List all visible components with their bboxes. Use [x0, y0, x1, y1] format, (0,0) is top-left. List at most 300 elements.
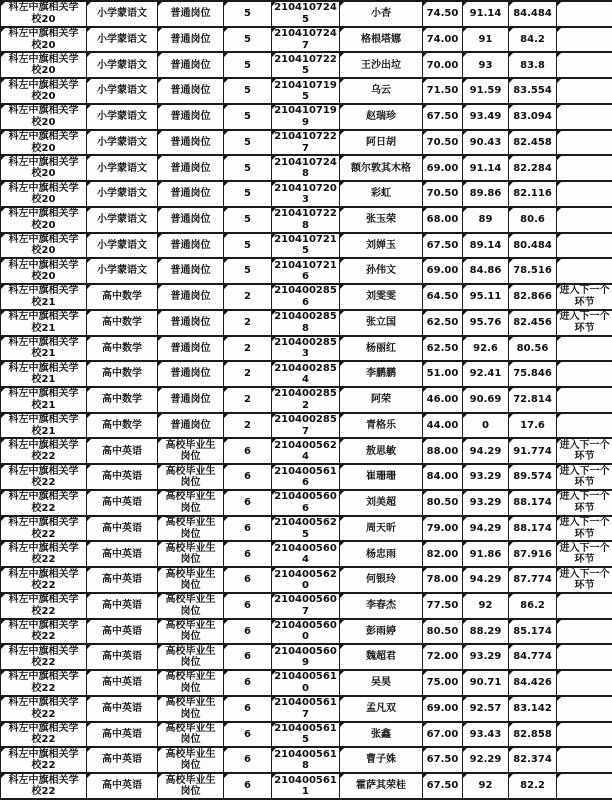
- cell-school: [1, 722, 87, 748]
- cell-school-text: 科左中旗相关学校20: [8, 182, 79, 205]
- cell-school: [1, 52, 87, 78]
- cell-school-text: 科左中旗相关学校22: [8, 774, 79, 798]
- cell-school: [1, 310, 87, 336]
- cell-total-score: [509, 387, 557, 413]
- cell-candidate-name-text: 孟凡双: [366, 702, 396, 714]
- cell-position-type-text: 普通岗位: [170, 136, 211, 148]
- cell-candidate-name-text: 刘婵玉: [366, 239, 396, 251]
- cell-school-text: 科左中旗相关学校21: [8, 311, 79, 334]
- cell-vacancy-count: [224, 722, 272, 748]
- cell-written-score-text: 94.29: [469, 574, 502, 586]
- cell-total-score-text: 84.484: [513, 8, 552, 20]
- cell-position-type: [158, 747, 224, 773]
- cell-subject-text: 高中英语: [102, 471, 142, 483]
- cell-interview-score-text: 84.00: [426, 471, 459, 483]
- cell-interview-score-text: 72.00: [426, 651, 459, 663]
- cell-exam-number-text: 2104002857: [274, 414, 337, 437]
- cell-written-score-text: 92: [478, 780, 493, 792]
- table-row: [1, 619, 612, 645]
- cell-subject: [87, 310, 158, 336]
- cell-written-score: [463, 310, 509, 336]
- cell-total-score: [509, 233, 557, 259]
- cell-result: [557, 747, 612, 773]
- cell-vacancy-count: [224, 27, 272, 53]
- cell-vacancy-count: [224, 438, 272, 464]
- cell-interview-score-text: 67.00: [426, 728, 459, 740]
- cell-exam-number: [272, 413, 340, 439]
- cell-school: [1, 644, 87, 670]
- cell-school: [1, 747, 87, 773]
- cell-school: [1, 619, 87, 645]
- cell-interview-score-text: 64.50: [426, 291, 459, 303]
- cell-interview-score: [423, 284, 463, 310]
- cell-vacancy-count-text: 6: [244, 574, 251, 586]
- cell-vacancy-count-text: 5: [244, 162, 251, 174]
- table-row: [1, 438, 612, 464]
- cell-interview-score-text: 67.50: [426, 239, 459, 251]
- cell-subject: [87, 670, 158, 696]
- cell-vacancy-count-text: 6: [244, 702, 251, 714]
- table-row: [1, 27, 612, 53]
- cell-result: [557, 27, 612, 53]
- cell-written-score-text: 91.86: [469, 548, 502, 560]
- cell-total-score: [509, 747, 557, 773]
- cell-subject-text: 高中英语: [102, 780, 142, 792]
- cell-position-type-text: 普通岗位: [170, 188, 211, 200]
- cell-school-text: 科左中旗相关学校22: [8, 722, 79, 746]
- cell-written-score: [463, 722, 509, 748]
- cell-interview-score: [423, 52, 463, 78]
- cell-school: [1, 207, 87, 233]
- cell-position-type: [158, 516, 224, 542]
- cell-subject: [87, 258, 158, 284]
- cell-vacancy-count: [224, 310, 272, 336]
- cell-vacancy-count-text: 6: [244, 651, 251, 663]
- cell-total-score: [509, 1, 557, 27]
- cell-result: [557, 104, 612, 130]
- cell-candidate-name: [340, 155, 423, 181]
- cell-candidate-name-text: 吴昊: [371, 677, 391, 689]
- cell-vacancy-count: [224, 773, 272, 799]
- cell-candidate-name: [340, 233, 423, 259]
- cell-vacancy-count: [224, 413, 272, 439]
- cell-vacancy-count-text: 6: [244, 497, 251, 509]
- cell-school-text: 科左中旗相关学校20: [8, 259, 79, 283]
- cell-total-score: [509, 104, 557, 130]
- table-row: [1, 644, 612, 670]
- cell-vacancy-count-text: 6: [244, 600, 251, 611]
- cell-exam-number: [272, 593, 340, 619]
- cell-candidate-name: [340, 104, 423, 130]
- cell-candidate-name: [340, 773, 423, 799]
- cell-total-score: [509, 644, 557, 670]
- cell-school: [1, 438, 87, 464]
- cell-interview-score: [423, 464, 463, 490]
- cell-subject-text: 小学蒙语文: [97, 265, 147, 277]
- cell-subject-text: 高中英语: [102, 728, 142, 740]
- table-row: [1, 52, 612, 78]
- cell-vacancy-count: [224, 516, 272, 542]
- table-row: [1, 181, 612, 207]
- cell-written-score: [463, 284, 509, 310]
- cell-school: [1, 1, 87, 27]
- cell-written-score: [463, 644, 509, 670]
- cell-interview-score-text: 82.00: [426, 548, 459, 560]
- cell-result: [557, 773, 612, 799]
- cell-candidate-name-text: 额尔敦其木格: [351, 162, 411, 174]
- cell-total-score: [509, 773, 557, 799]
- cell-position-type: [158, 336, 224, 362]
- cell-result: [557, 284, 612, 310]
- cell-interview-score-text: 74.50: [426, 8, 459, 20]
- cell-school-text: 科左中旗相关学校20: [8, 105, 79, 128]
- cell-school: [1, 593, 87, 619]
- cell-interview-score: [423, 1, 463, 27]
- cell-total-score-text: 82.374: [513, 754, 552, 766]
- cell-written-score: [463, 541, 509, 567]
- cell-vacancy-count-text: 5: [244, 188, 251, 200]
- cell-vacancy-count: [224, 336, 272, 362]
- cell-interview-score-text: 80.50: [426, 497, 459, 509]
- cell-result: [557, 619, 612, 645]
- cell-school-text: 科左中旗相关学校20: [8, 233, 79, 257]
- cell-exam-number-text: 2104107248: [274, 156, 337, 180]
- cell-written-score: [463, 747, 509, 773]
- cell-total-score-text: 75.846: [513, 368, 552, 380]
- cell-written-score: [463, 27, 509, 53]
- cell-vacancy-count: [224, 593, 272, 619]
- cell-position-type-text: 高校毕业生岗位: [165, 619, 216, 643]
- cell-interview-score: [423, 696, 463, 722]
- cell-interview-score-text: 51.00: [426, 368, 459, 380]
- cell-subject: [87, 696, 158, 722]
- cell-written-score: [463, 413, 509, 439]
- cell-position-type: [158, 722, 224, 748]
- cell-interview-score-text: 62.50: [426, 316, 459, 328]
- cell-written-score-text: 94.29: [469, 445, 502, 457]
- cell-position-type-text: 高校毕业生岗位: [165, 491, 216, 514]
- cell-vacancy-count-text: 6: [244, 548, 251, 560]
- cell-vacancy-count-text: 5: [244, 59, 251, 71]
- cell-total-score: [509, 27, 557, 53]
- cell-exam-number-text: 2104005600: [274, 619, 337, 643]
- cell-exam-number: [272, 387, 340, 413]
- cell-subject: [87, 1, 158, 27]
- cell-candidate-name-text: 李春杰: [366, 600, 396, 611]
- cell-written-score-text: 92.29: [469, 754, 502, 766]
- cell-result-text: 进入下一个环节: [559, 542, 610, 566]
- cell-subject: [87, 413, 158, 439]
- cell-total-score: [509, 619, 557, 645]
- cell-interview-score: [423, 722, 463, 748]
- cell-interview-score-text: 68.00: [426, 213, 459, 225]
- cell-subject-text: 高中英语: [102, 754, 142, 766]
- cell-position-type-text: 高校毕业生岗位: [165, 722, 216, 746]
- cell-subject-text: 小学蒙语文: [97, 162, 147, 174]
- cell-position-type-text: 高校毕业生岗位: [165, 517, 216, 540]
- cell-interview-score-text: 74.00: [426, 33, 459, 45]
- cell-total-score-text: 78.516: [513, 265, 552, 277]
- cell-interview-score: [423, 78, 463, 104]
- cell-school: [1, 670, 87, 696]
- cell-total-score-text: 86.2: [520, 600, 545, 611]
- cell-position-type: [158, 284, 224, 310]
- cell-total-score: [509, 593, 557, 619]
- cell-exam-number-text: 2104107228: [274, 208, 337, 231]
- cell-subject: [87, 207, 158, 233]
- cell-school: [1, 361, 87, 387]
- cell-school-text: 科左中旗相关学校22: [8, 465, 79, 489]
- cell-interview-score: [423, 155, 463, 181]
- cell-school-text: 科左中旗相关学校21: [8, 388, 79, 411]
- cell-interview-score: [423, 258, 463, 284]
- cell-subject: [87, 567, 158, 593]
- cell-school: [1, 104, 87, 130]
- cell-written-score-text: 95.11: [469, 291, 502, 303]
- cell-result: [557, 722, 612, 748]
- cell-total-score-text: 83.8: [520, 59, 545, 71]
- cell-exam-number-text: 2104005625: [274, 517, 337, 540]
- cell-total-score-text: 84.426: [513, 677, 552, 689]
- cell-exam-number: [272, 670, 340, 696]
- cell-position-type: [158, 773, 224, 799]
- cell-total-score: [509, 670, 557, 696]
- cell-exam-number-text: 2104005610: [274, 671, 337, 694]
- cell-exam-number: [272, 258, 340, 284]
- cell-vacancy-count-text: 5: [244, 136, 251, 148]
- cell-subject: [87, 387, 158, 413]
- cell-written-score-text: 89.14: [469, 239, 502, 251]
- cell-subject-text: 高中数学: [102, 394, 142, 406]
- cell-exam-number: [272, 361, 340, 387]
- cell-position-type-text: 普通岗位: [170, 342, 211, 354]
- cell-vacancy-count: [224, 104, 272, 130]
- cell-subject-text: 高中数学: [102, 368, 142, 380]
- cell-candidate-name: [340, 516, 423, 542]
- cell-position-type: [158, 541, 224, 567]
- cell-subject: [87, 336, 158, 362]
- cell-position-type: [158, 181, 224, 207]
- cell-interview-score-text: 44.00: [426, 419, 459, 431]
- cell-position-type-text: 普通岗位: [170, 213, 211, 225]
- cell-vacancy-count-text: 5: [244, 265, 251, 277]
- cell-position-type: [158, 413, 224, 439]
- cell-exam-number: [272, 130, 340, 156]
- cell-school-text: 科左中旗相关学校22: [8, 491, 79, 514]
- cell-vacancy-count: [224, 644, 272, 670]
- cell-vacancy-count: [224, 670, 272, 696]
- cell-written-score: [463, 258, 509, 284]
- cell-position-type-text: 普通岗位: [170, 368, 211, 380]
- table-row: [1, 541, 612, 567]
- table-row: [1, 490, 612, 516]
- cell-candidate-name-text: 王沙出垃: [361, 59, 401, 71]
- table-row: [1, 130, 612, 156]
- cell-position-type-text: 高校毕业生岗位: [165, 439, 216, 463]
- cell-vacancy-count-text: 6: [244, 522, 251, 534]
- table-row: [1, 773, 612, 799]
- cell-exam-number: [272, 773, 340, 799]
- cell-total-score-text: 80.56: [516, 342, 549, 354]
- cell-subject-text: 高中数学: [102, 419, 142, 431]
- cell-total-score: [509, 438, 557, 464]
- cell-written-score: [463, 619, 509, 645]
- cell-result: [557, 516, 612, 542]
- cell-subject: [87, 181, 158, 207]
- cell-subject-text: 小学蒙语文: [97, 136, 147, 148]
- cell-exam-number: [272, 722, 340, 748]
- cell-total-score-text: 84.2: [520, 33, 545, 45]
- cell-exam-number-text: 2104002852: [274, 388, 337, 411]
- cell-candidate-name-text: 小杏: [371, 8, 391, 20]
- table-row: [1, 336, 612, 362]
- cell-exam-number-text: 2104107245: [274, 2, 337, 25]
- cell-subject: [87, 464, 158, 490]
- cell-interview-score-text: 62.50: [426, 342, 459, 354]
- cell-written-score-text: 92: [478, 600, 493, 611]
- cell-interview-score-text: 46.00: [426, 394, 459, 406]
- cell-school: [1, 567, 87, 593]
- cell-vacancy-count: [224, 464, 272, 490]
- table-row: [1, 567, 612, 593]
- cell-result: [557, 464, 612, 490]
- cell-result-text: 进入下一个环节: [559, 311, 610, 334]
- cell-school: [1, 130, 87, 156]
- cell-position-type-text: 普通岗位: [170, 59, 211, 71]
- cell-result: [557, 1, 612, 27]
- cell-interview-score-text: 67.50: [426, 780, 459, 792]
- cell-written-score-text: 91.59: [469, 85, 502, 97]
- cell-interview-score: [423, 438, 463, 464]
- cell-exam-number: [272, 567, 340, 593]
- cell-position-type-text: 普通岗位: [170, 265, 211, 277]
- cell-exam-number: [272, 52, 340, 78]
- cell-candidate-name: [340, 27, 423, 53]
- cell-written-score-text: 92.6: [473, 342, 498, 354]
- cell-subject-text: 高中英语: [102, 574, 142, 586]
- cell-vacancy-count-text: 2: [244, 394, 251, 406]
- cell-subject-text: 高中英语: [102, 625, 142, 637]
- cell-school-text: 科左中旗相关学校21: [8, 336, 79, 360]
- table-row: [1, 464, 612, 490]
- cell-vacancy-count: [224, 361, 272, 387]
- cell-candidate-name: [340, 258, 423, 284]
- cell-result-text: 进入下一个环节: [559, 491, 610, 514]
- cell-candidate-name: [340, 413, 423, 439]
- cell-written-score-text: 93.29: [469, 497, 502, 509]
- cell-total-score-text: 72.814: [513, 394, 552, 406]
- cell-result: [557, 696, 612, 722]
- cell-position-type: [158, 104, 224, 130]
- cell-result: [557, 438, 612, 464]
- cell-written-score-text: 84.86: [469, 265, 502, 277]
- table-row: [1, 258, 612, 284]
- cell-vacancy-count-text: 6: [244, 471, 251, 483]
- cell-school: [1, 336, 87, 362]
- cell-vacancy-count-text: 5: [244, 239, 251, 251]
- cell-interview-score: [423, 516, 463, 542]
- cell-exam-number: [272, 78, 340, 104]
- cell-total-score: [509, 181, 557, 207]
- cell-position-type: [158, 619, 224, 645]
- cell-exam-number: [272, 464, 340, 490]
- cell-interview-score: [423, 233, 463, 259]
- cell-total-score: [509, 490, 557, 516]
- cell-result: [557, 258, 612, 284]
- cell-school-text: 科左中旗相关学校20: [8, 2, 79, 25]
- cell-candidate-name-text: 乌云: [371, 85, 391, 97]
- cell-vacancy-count-text: 5: [244, 213, 251, 225]
- cell-total-score: [509, 516, 557, 542]
- cell-subject: [87, 773, 158, 799]
- cell-result: [557, 207, 612, 233]
- cell-exam-number-text: 2104005611: [274, 774, 337, 798]
- cell-written-score: [463, 696, 509, 722]
- cell-subject: [87, 747, 158, 773]
- table-row: [1, 387, 612, 413]
- cell-interview-score-text: 88.00: [426, 445, 459, 457]
- cell-result-text: 进入下一个环节: [559, 439, 610, 463]
- cell-interview-score: [423, 567, 463, 593]
- cell-school-text: 科左中旗相关学校20: [8, 156, 79, 180]
- cell-interview-score-text: 79.00: [426, 522, 459, 534]
- cell-total-score-text: 82.456: [513, 316, 552, 328]
- cell-vacancy-count: [224, 619, 272, 645]
- cell-total-score-text: 17.6: [520, 419, 545, 431]
- cell-result: [557, 490, 612, 516]
- cell-position-type: [158, 27, 224, 53]
- cell-vacancy-count-text: 6: [244, 445, 251, 457]
- cell-subject-text: 高中英语: [102, 522, 142, 534]
- cell-total-score: [509, 464, 557, 490]
- cell-subject: [87, 233, 158, 259]
- cell-result-text: 进入下一个环节: [559, 568, 610, 592]
- table-row: [1, 284, 612, 310]
- cell-exam-number: [272, 104, 340, 130]
- cell-written-score: [463, 233, 509, 259]
- cell-interview-score-text: 70.50: [426, 188, 459, 200]
- cell-vacancy-count-text: 6: [244, 677, 251, 689]
- cell-total-score-text: 87.774: [513, 574, 552, 586]
- cell-interview-score: [423, 336, 463, 362]
- cell-exam-number-text: 2104005609: [274, 645, 337, 669]
- cell-school: [1, 387, 87, 413]
- cell-candidate-name: [340, 1, 423, 27]
- cell-subject: [87, 722, 158, 748]
- cell-position-type: [158, 464, 224, 490]
- cell-exam-number-text: 2104005617: [274, 697, 337, 720]
- cell-vacancy-count-text: 2: [244, 291, 251, 303]
- cell-school: [1, 155, 87, 181]
- cell-candidate-name-text: 彭雨婷: [366, 625, 396, 637]
- cell-vacancy-count: [224, 181, 272, 207]
- cell-exam-number-text: 2104002853: [274, 336, 337, 360]
- cell-candidate-name: [340, 670, 423, 696]
- cell-vacancy-count-text: 2: [244, 419, 251, 431]
- cell-exam-number: [272, 541, 340, 567]
- cell-candidate-name: [340, 644, 423, 670]
- cell-exam-number-text: 2104107199: [274, 105, 337, 128]
- table-row: [1, 78, 612, 104]
- cell-total-score-text: 82.284: [513, 162, 552, 174]
- cell-exam-number-text: 2104005618: [274, 748, 337, 772]
- cell-subject: [87, 361, 158, 387]
- cell-vacancy-count: [224, 258, 272, 284]
- cell-candidate-name: [340, 593, 423, 619]
- cell-position-type-text: 高校毕业生岗位: [165, 568, 216, 592]
- cell-total-score-text: 85.174: [513, 625, 552, 637]
- cell-position-type: [158, 567, 224, 593]
